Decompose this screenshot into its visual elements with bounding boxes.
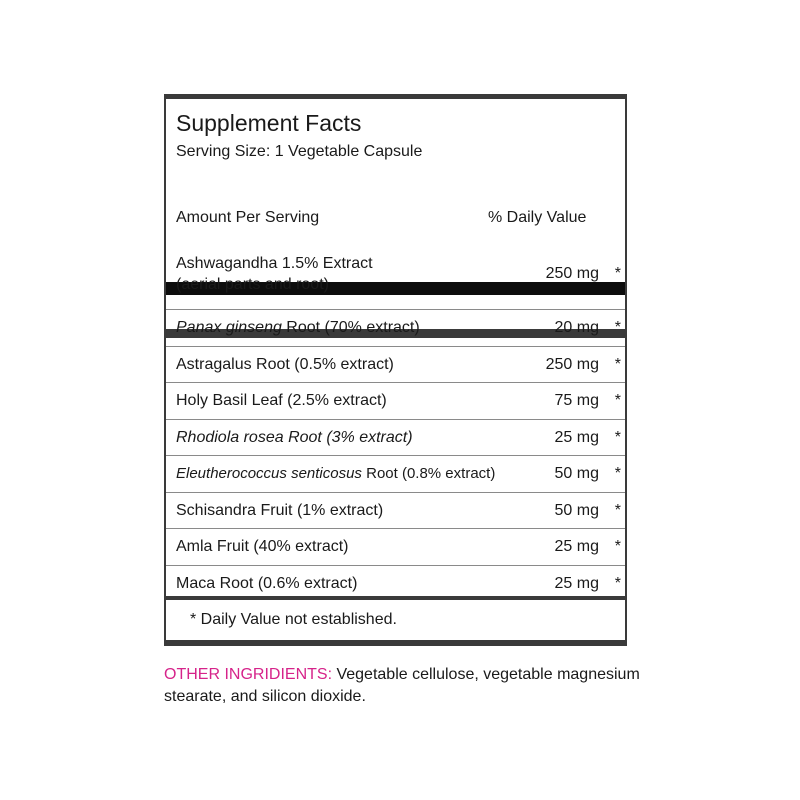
daily-value-asterisk: * bbox=[614, 392, 621, 409]
bottom-rule bbox=[166, 596, 625, 600]
ingredient-row bbox=[166, 493, 625, 530]
other-ingredients bbox=[164, 664, 644, 708]
footnote: * Daily Value not established. bbox=[190, 611, 397, 628]
ingredient-amount: 20 mg bbox=[554, 319, 599, 336]
ingredient-name: Maca Root (0.6% extract) bbox=[176, 574, 358, 592]
other-ingredients-label: OTHER INGRIDIENTS: bbox=[164, 666, 333, 683]
footer-rule bbox=[166, 640, 625, 646]
ingredient-name: Holy Basil Leaf (2.5% extract) bbox=[176, 392, 387, 409]
ingredient-name: Ashwagandha 1.5% Extract bbox=[176, 255, 373, 272]
top-rule bbox=[166, 94, 625, 99]
ingredient-name: Astragalus Root (0.5% extract) bbox=[176, 355, 394, 373]
ingredient-row bbox=[166, 310, 625, 347]
daily-value-asterisk: * bbox=[614, 319, 621, 336]
ingredient-name: Amla Fruit (40% extract) bbox=[176, 538, 349, 555]
ingredient-name-italic: Panax ginseng bbox=[176, 319, 282, 336]
ingredient-amount: 50 mg bbox=[554, 465, 599, 482]
daily-value-asterisk: * bbox=[614, 465, 621, 482]
ingredient-name: Root (0.8% extract) bbox=[361, 465, 496, 482]
ingredient-name-italic: Rhodiola rosea Root (3% extract) bbox=[176, 428, 413, 446]
amount-per-serving-header: Amount Per Serving bbox=[176, 209, 320, 226]
ingredient-row bbox=[166, 420, 625, 457]
supplement-facts-panel bbox=[164, 94, 627, 646]
ingredient-amount: 25 mg bbox=[554, 574, 599, 592]
ingredient-row bbox=[166, 347, 625, 384]
ingredient-name: Schisandra Fruit (1% extract) bbox=[176, 501, 384, 519]
ingredient-amount: 50 mg bbox=[554, 501, 599, 519]
ingredient-amount: 75 mg bbox=[554, 392, 599, 409]
ingredient-name-line2: (aerial parts and root) bbox=[176, 276, 329, 293]
daily-value-asterisk: * bbox=[614, 265, 621, 282]
daily-value-asterisk: * bbox=[614, 501, 621, 519]
daily-value-header: % Daily Value bbox=[488, 209, 587, 226]
ingredient-list bbox=[166, 244, 625, 602]
daily-value-asterisk: * bbox=[614, 428, 621, 446]
ingredient-row bbox=[166, 244, 625, 310]
serving-size: Serving Size: 1 Vegetable Capsule bbox=[176, 143, 423, 160]
daily-value-asterisk: * bbox=[614, 538, 621, 555]
ingredient-amount: 25 mg bbox=[554, 428, 599, 446]
ingredient-name: Root (70% extract) bbox=[281, 319, 420, 336]
ingredient-name-italic: Eleutherococcus senticosus bbox=[176, 465, 362, 482]
ingredient-amount: 250 mg bbox=[545, 265, 599, 282]
daily-value-asterisk: * bbox=[614, 355, 621, 373]
ingredient-row bbox=[166, 529, 625, 566]
ingredient-amount: 25 mg bbox=[554, 538, 599, 555]
ingredient-row bbox=[166, 383, 625, 420]
ingredient-amount: 250 mg bbox=[545, 355, 599, 373]
daily-value-asterisk: * bbox=[614, 574, 621, 592]
other-ingredients-text: Vegetable cellulose, vegetable magnesium stearate, and silicon dioxide. bbox=[164, 666, 640, 705]
panel-title: Supplement Facts bbox=[176, 110, 362, 136]
ingredient-row bbox=[166, 456, 625, 493]
